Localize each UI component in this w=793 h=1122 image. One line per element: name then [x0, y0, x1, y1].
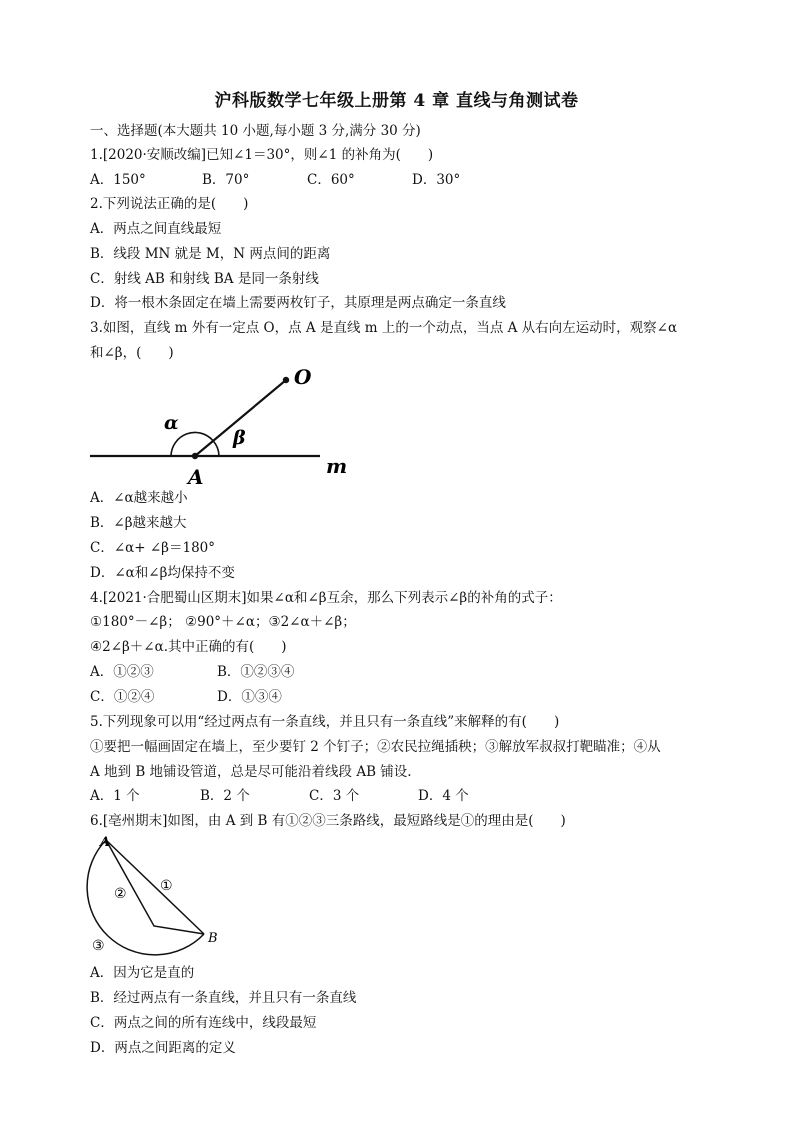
question-5-items-2: A 地到 B 地铺设管道，总是尽可能沿着线段 AB 铺设.	[90, 764, 412, 780]
question-4-expressions-2: ④2∠β＋∠α.其中正确的有( )	[90, 639, 287, 655]
q2-option-b[interactable]: B．线段 MN 就是 M，N 两点间的距离	[90, 246, 331, 262]
page-title: 沪科版数学七年级上册第 4 章 直线与角测试卷	[214, 91, 579, 111]
label-A: A	[188, 465, 204, 489]
label-B: B	[208, 931, 218, 946]
q3-option-c[interactable]: C．∠α+ ∠β＝180°	[90, 540, 215, 556]
label-route-1: ①	[160, 878, 173, 894]
q1-option-a[interactable]: A．150°	[90, 172, 146, 188]
beta-arc	[213, 441, 219, 456]
q6-option-b[interactable]: B．经过两点有一条直线，并且只有一条直线	[90, 990, 357, 1006]
q1-option-d[interactable]: D．30°	[412, 172, 461, 188]
label-alpha: α	[164, 412, 179, 434]
q3-option-b[interactable]: B．∠β越来越大	[90, 515, 187, 531]
alpha-arc	[171, 432, 213, 456]
question-5-items-1: ①要把一幅画固定在墙上，至少要钉 2 个钉子；②农民拉绳插秧；③解放军叔叔打靶瞄准；④从	[90, 739, 661, 755]
question-6-stem: 6.[亳州期末]如图，由 A 到 B 有①②③三条路线，最短路线是①的理由是( )	[90, 813, 566, 829]
q4-option-b[interactable]: B．①②③④	[217, 664, 295, 680]
q2-option-d[interactable]: D．将一根木条固定在墙上需要两枚钉子，其原理是两点确定一条直线	[90, 295, 506, 311]
q5-option-a[interactable]: A．1 个	[90, 788, 140, 804]
q5-option-d[interactable]: D．4 个	[418, 788, 469, 804]
point-A	[192, 453, 198, 459]
label-O: O	[294, 365, 312, 389]
question-3-stem-cont: 和∠β，( )	[90, 345, 174, 361]
q6-option-a[interactable]: A．因为它是直的	[90, 965, 195, 981]
point-O	[283, 377, 289, 383]
section-heading: 一、选择题(本大题共 10 小题,每小题 3 分,满分 30 分)	[90, 123, 421, 139]
q5-option-c[interactable]: C．3 个	[309, 788, 360, 804]
label-route-2: ②	[114, 886, 127, 902]
q6-option-c[interactable]: C．两点之间的所有连线中，线段最短	[90, 1015, 317, 1031]
route-3-arc	[87, 840, 204, 955]
q6-figure	[86, 832, 236, 960]
q3-figure	[88, 362, 358, 490]
q6-option-d[interactable]: D．两点之间距离的定义	[90, 1040, 236, 1056]
q3-option-d[interactable]: D．∠α和∠β均保持不变	[90, 565, 235, 581]
question-3-stem: 3.如图，直线 m 外有一定点 O，点 A 是直线 m 上的一个动点，当点 A 从右向左运动时，观察∠α	[90, 320, 678, 336]
q4-option-a[interactable]: A．①②③	[90, 664, 154, 680]
q1-option-b[interactable]: B．70°	[202, 172, 250, 188]
label-route-3: ③	[92, 938, 105, 954]
label-beta: β	[233, 427, 246, 449]
q1-option-c[interactable]: C．60°	[307, 172, 355, 188]
q2-option-c[interactable]: C．射线 AB 和射线 BA 是同一条射线	[90, 271, 319, 287]
q2-option-a[interactable]: A．两点之间直线最短	[90, 221, 222, 237]
q4-option-c[interactable]: C．①②④	[90, 689, 155, 705]
question-5-stem: 5.下列现象可以用“经过两点有一条直线，并且只有一条直线”来解释的有( )	[90, 714, 560, 730]
question-4-expressions-1: ①180°－∠β； ②90°＋∠α；③2∠α＋∠β；	[90, 614, 356, 630]
question-4-stem: 4.[2021·合肥蜀山区期末]如果∠α和∠β互余，那么下列表示∠β的补角的式子：	[90, 590, 562, 606]
label-m: m	[326, 454, 348, 478]
q4-option-d[interactable]: D．①③④	[217, 689, 282, 705]
q5-option-b[interactable]: B．2 个	[200, 788, 250, 804]
question-1-stem: 1.[2020·安顺改编]已知∠1＝30°，则∠1 的补角为( )	[90, 147, 434, 163]
q3-option-a[interactable]: A．∠α越来越小	[90, 490, 188, 506]
label-A: A	[100, 835, 111, 850]
question-2-stem: 2.下列说法正确的是( )	[90, 196, 249, 212]
